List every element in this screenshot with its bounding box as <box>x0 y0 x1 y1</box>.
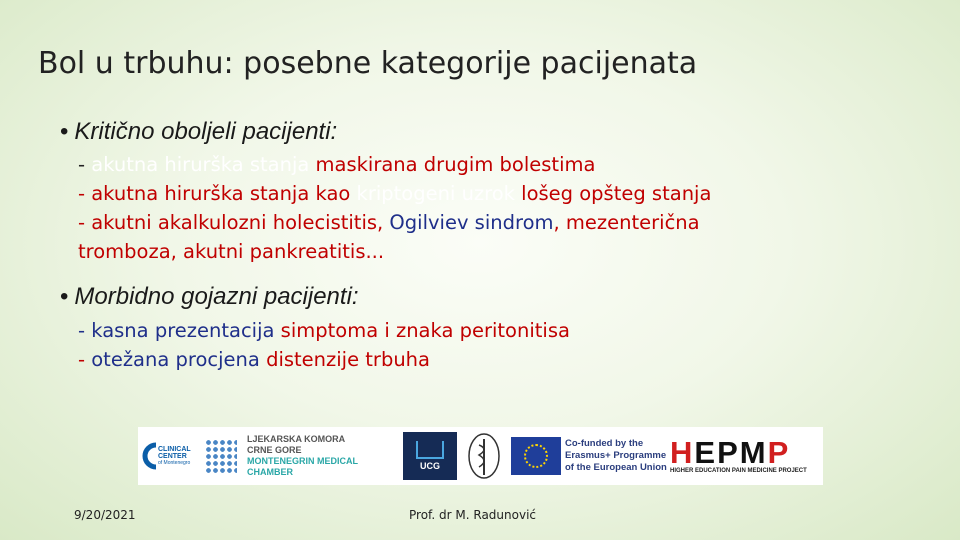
bullet-dot: • <box>60 118 69 145</box>
clinical-center-logo: CLINICAL CENTER of Montenegro <box>138 427 197 485</box>
list-item: - otežana procjena distenzije trbuha <box>78 348 430 371</box>
chamber-dots-icon <box>205 439 237 473</box>
list-item: tromboza, akutni pankreatitis... <box>78 240 385 263</box>
bullet-dot: • <box>60 283 69 310</box>
list-item: - kasna prezentacija simptoma i znaka peritonitisa <box>78 319 570 342</box>
list-item: - akutna hirurška stanja kao kriptogeni uzrok lošeg opšteg stanja <box>78 182 712 205</box>
caduceus-icon <box>467 431 501 481</box>
list-item: - akutni akalkulozni holecistitis, Ogilviev sindrom, mezenterična <box>78 211 700 234</box>
ucg-logo: UCG <box>403 432 457 480</box>
medical-emblem-logo <box>463 427 505 485</box>
partner-logos-strip <box>138 427 823 485</box>
hepmp-logo: HEPMP HIGHER EDUCATION PAIN MEDICINE PROJECT <box>670 435 807 474</box>
morbidly-obese-list <box>78 316 570 374</box>
eu-stars-icon <box>524 444 548 468</box>
erasmus-cofunded-text: Co-funded by the Erasmus+ Programme of the European Union <box>565 438 667 473</box>
book-icon <box>416 441 444 459</box>
list-item: - akutna hirurška stanja maskirana drugim bolestima <box>78 153 596 176</box>
slide-title: Bol u trbuhu: posebne kategorije pacijenata <box>38 46 698 81</box>
eu-flag-logo <box>511 437 561 475</box>
clinical-center-icon <box>142 441 158 471</box>
bullet-critically-ill: • Kritično oboljeli pacijenti: <box>60 118 338 145</box>
bullet-morbidly-obese: • Morbidno gojazni pacijenti: <box>60 283 359 310</box>
bullet-heading: Kritično oboljeli pacijenti <box>74 118 331 145</box>
medical-chamber-logo: LJEKARSKA KOMORA CRNE GORE MONTENEGRIN MEDICAL CHAMBER <box>197 427 397 485</box>
critically-ill-list <box>78 150 711 266</box>
bullet-heading: Morbidno gojazni pacijenti <box>74 283 352 310</box>
footer-author: Prof. dr M. Radunović <box>409 508 536 522</box>
footer-date: 9/20/2021 <box>74 508 136 522</box>
